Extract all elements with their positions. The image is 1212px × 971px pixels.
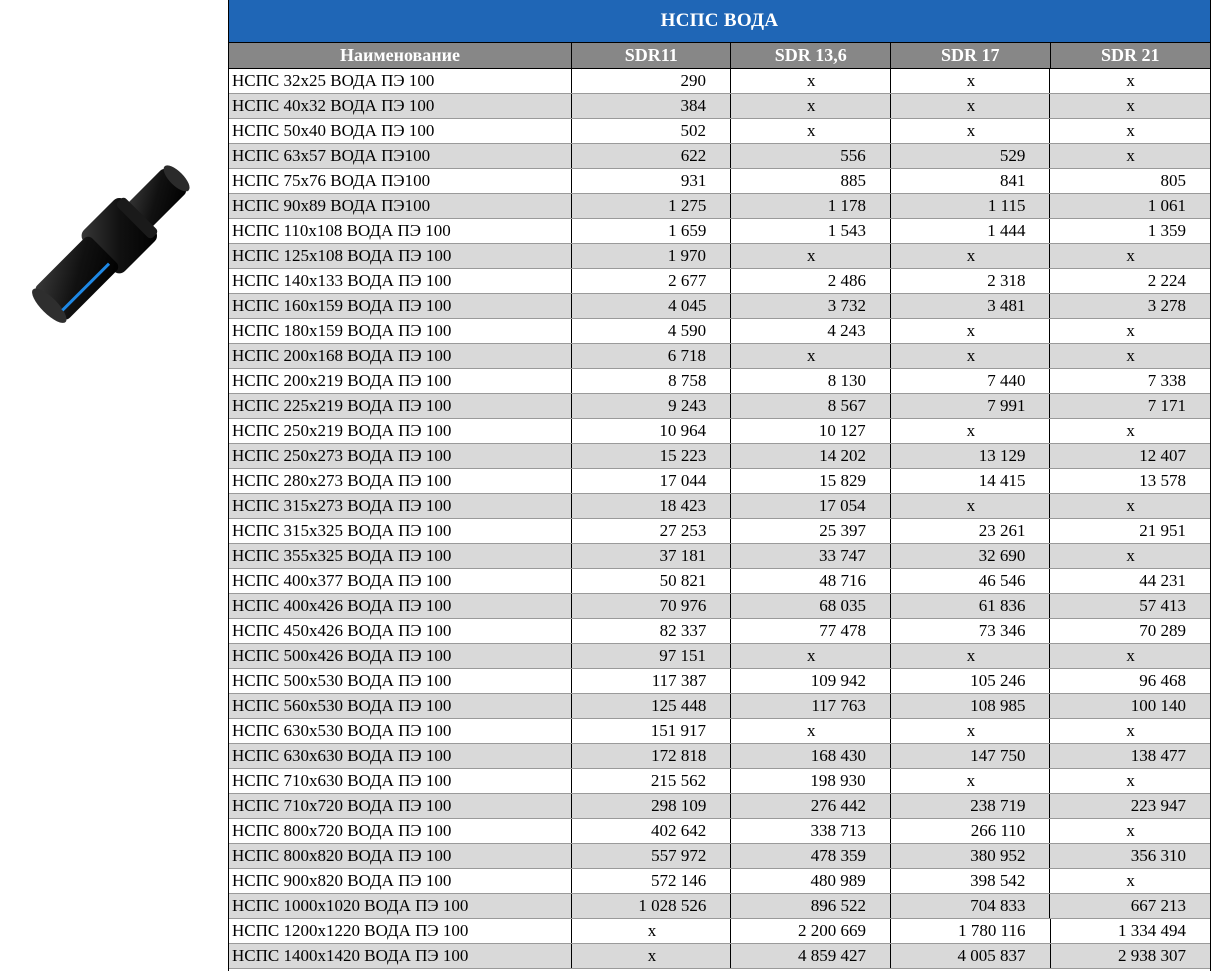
price-cell: 885 bbox=[731, 169, 891, 193]
price-cell: 1 659 bbox=[572, 219, 732, 243]
price-cell: 70 976 bbox=[572, 594, 732, 618]
product-name-cell: НСПС 900х820 ВОДА ПЭ 100 bbox=[229, 869, 572, 893]
product-name-cell: НСПС 400х426 ВОДА ПЭ 100 bbox=[229, 594, 572, 618]
price-cell: 238 719 bbox=[891, 794, 1051, 818]
product-name-cell: НСПС 800х820 ВОДА ПЭ 100 bbox=[229, 844, 572, 868]
price-cell: 356 310 bbox=[1130, 846, 1187, 865]
price-cell: 13 578 bbox=[1139, 471, 1187, 490]
price-cell: 3 732 bbox=[731, 294, 891, 318]
product-name-cell: НСПС 1000х1020 ВОДА ПЭ 100 bbox=[229, 894, 572, 918]
price-cell: 73 346 bbox=[891, 619, 1051, 643]
table-row bbox=[229, 419, 1210, 444]
product-name-cell: НСПС 800х720 ВОДА ПЭ 100 bbox=[229, 819, 572, 843]
price-cell: 1 028 526 bbox=[572, 894, 732, 918]
table-row bbox=[229, 169, 1210, 194]
product-name-cell: НСПС 63х57 ВОДА ПЭ100 bbox=[229, 144, 572, 168]
price-cell: 151 917 bbox=[572, 719, 731, 743]
table-row bbox=[229, 794, 1210, 819]
price-cell: 6 718 bbox=[572, 344, 731, 368]
price-cell: 77 478 bbox=[731, 619, 891, 643]
price-cell: 17 044 bbox=[572, 469, 732, 493]
price-cell: х bbox=[1126, 146, 1135, 165]
price-cell: 17 054 bbox=[731, 494, 890, 518]
price-cell: х bbox=[1126, 821, 1135, 840]
price-cell: 215 562 bbox=[572, 769, 731, 793]
price-cell: 198 930 bbox=[731, 769, 890, 793]
price-cell: 25 397 bbox=[731, 519, 891, 543]
table-row bbox=[229, 244, 1210, 269]
product-name-cell: НСПС 1400х1420 ВОДА ПЭ 100 bbox=[229, 944, 572, 968]
table-row bbox=[229, 644, 1210, 669]
price-cell: х bbox=[1126, 871, 1135, 890]
table-row bbox=[229, 544, 1210, 569]
column-header-name: Наименование bbox=[229, 43, 572, 68]
price-cell: 61 836 bbox=[891, 594, 1051, 618]
product-name-cell: НСПС 315х325 ВОДА ПЭ 100 bbox=[229, 519, 572, 543]
product-name-cell: НСПС 560х530 ВОДА ПЭ 100 bbox=[229, 694, 572, 718]
product-name-cell: НСПС 1200х1220 ВОДА ПЭ 100 bbox=[229, 919, 572, 943]
price-cell: 7 991 bbox=[891, 394, 1051, 418]
price-cell: 109 942 bbox=[731, 669, 891, 693]
table-row bbox=[229, 694, 1210, 719]
price-table bbox=[228, 0, 1211, 971]
price-cell: х bbox=[1126, 96, 1135, 115]
price-cell: 1 359 bbox=[1147, 221, 1187, 240]
price-cell: 33 747 bbox=[731, 544, 891, 568]
price-cell: 37 181 bbox=[572, 544, 732, 568]
price-cell: 100 140 bbox=[1130, 696, 1187, 715]
price-cell: 96 468 bbox=[1139, 671, 1187, 690]
table-row bbox=[229, 69, 1210, 94]
price-cell: х bbox=[731, 244, 891, 268]
product-name-cell: НСПС 225х219 ВОДА ПЭ 100 bbox=[229, 394, 572, 418]
price-cell: 1 115 bbox=[891, 194, 1051, 218]
price-cell: 2 938 307 bbox=[1118, 946, 1187, 965]
price-cell: 1 543 bbox=[731, 219, 891, 243]
price-cell: х bbox=[891, 244, 1051, 268]
price-cell: х bbox=[1126, 321, 1135, 340]
table-row bbox=[229, 469, 1210, 494]
product-name-cell: НСПС 500х426 ВОДА ПЭ 100 bbox=[229, 644, 572, 668]
price-cell: х bbox=[891, 94, 1051, 118]
price-cell: 896 522 bbox=[731, 894, 891, 918]
price-cell: 4 243 bbox=[731, 319, 890, 343]
price-cell: х bbox=[731, 94, 891, 118]
price-cell: х bbox=[891, 344, 1051, 368]
price-cell: 7 171 bbox=[1147, 396, 1187, 415]
price-cell: 223 947 bbox=[1130, 796, 1187, 815]
table-title: НСПС ВОДА bbox=[229, 0, 1210, 43]
table-row bbox=[229, 594, 1210, 619]
table-row bbox=[229, 294, 1210, 319]
price-cell: х bbox=[1126, 546, 1135, 565]
price-cell: 21 951 bbox=[1139, 521, 1187, 540]
price-cell: 1 178 bbox=[731, 194, 891, 218]
table-row bbox=[229, 194, 1210, 219]
price-cell: х bbox=[891, 644, 1051, 668]
table-row bbox=[229, 719, 1210, 744]
product-name-cell: НСПС 400х377 ВОДА ПЭ 100 bbox=[229, 569, 572, 593]
product-name-cell: НСПС 32х25 ВОДА ПЭ 100 bbox=[229, 69, 572, 93]
price-cell: 97 151 bbox=[572, 644, 731, 668]
price-cell: 172 818 bbox=[572, 744, 732, 768]
table-row bbox=[229, 444, 1210, 469]
price-cell: 4 590 bbox=[572, 319, 731, 343]
price-cell: 82 337 bbox=[572, 619, 732, 643]
product-name-cell: НСПС 180х159 ВОДА ПЭ 100 bbox=[229, 319, 572, 343]
price-cell: 931 bbox=[572, 169, 732, 193]
product-name-cell: НСПС 315х273 ВОДА ПЭ 100 bbox=[229, 494, 572, 518]
table-row bbox=[229, 769, 1210, 794]
table-row bbox=[229, 519, 1210, 544]
price-cell: х bbox=[891, 494, 1051, 518]
table-row bbox=[229, 119, 1210, 144]
price-cell: 402 642 bbox=[572, 819, 732, 843]
price-cell: х bbox=[572, 944, 732, 968]
price-cell: 1 970 bbox=[572, 244, 731, 268]
price-cell: 117 763 bbox=[731, 694, 891, 718]
price-cell: 557 972 bbox=[572, 844, 732, 868]
product-name-cell: НСПС 200х219 ВОДА ПЭ 100 bbox=[229, 369, 572, 393]
table-row bbox=[229, 819, 1210, 844]
price-cell: 7 440 bbox=[891, 369, 1051, 393]
product-name-cell: НСПС 630х530 ВОДА ПЭ 100 bbox=[229, 719, 572, 743]
price-cell: 2 224 bbox=[1147, 271, 1187, 290]
price-cell: 9 243 bbox=[572, 394, 732, 418]
price-cell: 14 202 bbox=[731, 444, 891, 468]
price-cell: 478 359 bbox=[731, 844, 891, 868]
price-cell: 502 bbox=[572, 119, 731, 143]
price-cell: х bbox=[891, 769, 1051, 793]
table-row bbox=[229, 144, 1210, 169]
table-row bbox=[229, 619, 1210, 644]
price-cell: 4 005 837 bbox=[891, 944, 1051, 968]
table-row bbox=[229, 844, 1210, 869]
price-cell: 23 261 bbox=[891, 519, 1051, 543]
table-header-row bbox=[229, 43, 1210, 69]
product-name-cell: НСПС 710х630 ВОДА ПЭ 100 bbox=[229, 769, 572, 793]
price-cell: 13 129 bbox=[891, 444, 1051, 468]
table-row bbox=[229, 869, 1210, 894]
price-cell: 380 952 bbox=[891, 844, 1051, 868]
table-row bbox=[229, 94, 1210, 119]
price-cell: 2 486 bbox=[731, 269, 891, 293]
price-cell: 7 338 bbox=[1147, 371, 1187, 390]
price-cell: 48 716 bbox=[731, 569, 891, 593]
price-cell: 298 109 bbox=[572, 794, 732, 818]
price-cell: 1 334 494 bbox=[1118, 921, 1187, 940]
product-name-cell: НСПС 630х630 ВОДА ПЭ 100 bbox=[229, 744, 572, 768]
table-row bbox=[229, 269, 1210, 294]
price-cell: 68 035 bbox=[731, 594, 891, 618]
price-cell: 50 821 bbox=[572, 569, 732, 593]
price-cell: 2 677 bbox=[572, 269, 732, 293]
price-cell: х bbox=[1126, 421, 1135, 440]
product-name-cell: НСПС 110х108 ВОДА ПЭ 100 bbox=[229, 219, 572, 243]
price-cell: 529 bbox=[891, 144, 1051, 168]
price-cell: х bbox=[731, 719, 891, 743]
price-cell: 1 780 116 bbox=[891, 919, 1051, 943]
price-cell: 338 713 bbox=[731, 819, 891, 843]
price-cell: 266 110 bbox=[891, 819, 1051, 843]
table-row bbox=[229, 394, 1210, 419]
table-row bbox=[229, 744, 1210, 769]
price-cell: 108 985 bbox=[891, 694, 1051, 718]
table-row bbox=[229, 369, 1210, 394]
price-cell: х bbox=[891, 419, 1051, 443]
price-cell: 572 146 bbox=[572, 869, 732, 893]
price-cell: х bbox=[891, 719, 1051, 743]
product-name-cell: НСПС 355х325 ВОДА ПЭ 100 bbox=[229, 544, 572, 568]
table-row bbox=[229, 494, 1210, 519]
product-name-cell: НСПС 710х720 ВОДА ПЭ 100 bbox=[229, 794, 572, 818]
product-image bbox=[20, 140, 220, 330]
price-cell: 44 231 bbox=[1139, 571, 1187, 590]
price-cell: 10 964 bbox=[572, 419, 731, 443]
price-cell: 384 bbox=[572, 94, 731, 118]
price-cell: 117 387 bbox=[572, 669, 732, 693]
price-cell: 8 567 bbox=[731, 394, 891, 418]
product-name-cell: НСПС 50х40 ВОДА ПЭ 100 bbox=[229, 119, 572, 143]
price-cell: х bbox=[731, 644, 891, 668]
table-row bbox=[229, 919, 1210, 944]
price-cell: 138 477 bbox=[1130, 746, 1187, 765]
price-cell: 8 130 bbox=[731, 369, 891, 393]
price-cell: х bbox=[1126, 121, 1135, 140]
price-cell: 10 127 bbox=[731, 419, 890, 443]
price-cell: х bbox=[731, 344, 891, 368]
price-cell: х bbox=[1126, 771, 1135, 790]
price-cell: 622 bbox=[572, 144, 732, 168]
price-cell: 667 213 bbox=[1130, 896, 1187, 915]
price-cell: 3 481 bbox=[891, 294, 1051, 318]
price-cell: 805 bbox=[1160, 171, 1187, 190]
table-row bbox=[229, 569, 1210, 594]
price-cell: х bbox=[891, 119, 1051, 143]
table-body bbox=[229, 69, 1210, 969]
price-cell: 18 423 bbox=[572, 494, 731, 518]
product-name-cell: НСПС 160х159 ВОДА ПЭ 100 bbox=[229, 294, 572, 318]
product-name-cell: НСПС 500х530 ВОДА ПЭ 100 bbox=[229, 669, 572, 693]
product-name-cell: НСПС 90х89 ВОДА ПЭ100 bbox=[229, 194, 572, 218]
price-cell: 1 061 bbox=[1147, 196, 1187, 215]
price-cell: 556 bbox=[731, 144, 891, 168]
price-cell: 27 253 bbox=[572, 519, 732, 543]
product-name-cell: НСПС 40х32 ВОДА ПЭ 100 bbox=[229, 94, 572, 118]
product-name-cell: НСПС 250х273 ВОДА ПЭ 100 bbox=[229, 444, 572, 468]
price-cell: х bbox=[1126, 346, 1135, 365]
table-row bbox=[229, 319, 1210, 344]
product-name-cell: НСПС 250х219 ВОДА ПЭ 100 bbox=[229, 419, 572, 443]
table-row bbox=[229, 894, 1210, 919]
price-cell: 841 bbox=[891, 169, 1051, 193]
price-cell: 2 200 669 bbox=[731, 919, 891, 943]
price-cell: 8 758 bbox=[572, 369, 732, 393]
price-cell: 480 989 bbox=[731, 869, 891, 893]
price-cell: х bbox=[731, 119, 891, 143]
product-name-cell: НСПС 280х273 ВОДА ПЭ 100 bbox=[229, 469, 572, 493]
price-cell: х bbox=[572, 919, 732, 943]
price-cell: 105 246 bbox=[891, 669, 1051, 693]
product-name-cell: НСПС 200х168 ВОДА ПЭ 100 bbox=[229, 344, 572, 368]
price-cell: 12 407 bbox=[1139, 446, 1187, 465]
pipe-fitting-image bbox=[20, 140, 220, 330]
price-cell: 1 275 bbox=[572, 194, 732, 218]
price-cell: 168 430 bbox=[731, 744, 891, 768]
column-header-sdr11: SDR11 bbox=[572, 43, 732, 68]
price-cell: х bbox=[1126, 496, 1135, 515]
table-row bbox=[229, 944, 1210, 969]
price-cell: х bbox=[1126, 646, 1135, 665]
price-cell: 398 542 bbox=[891, 869, 1051, 893]
price-cell: 32 690 bbox=[891, 544, 1051, 568]
column-header-sdr21: SDR 21 bbox=[1101, 45, 1160, 65]
column-header-sdr17: SDR 17 bbox=[891, 43, 1051, 68]
product-name-cell: НСПС 140х133 ВОДА ПЭ 100 bbox=[229, 269, 572, 293]
table-row bbox=[229, 219, 1210, 244]
price-cell: 15 223 bbox=[572, 444, 732, 468]
price-cell: 2 318 bbox=[891, 269, 1051, 293]
price-cell: 147 750 bbox=[891, 744, 1051, 768]
price-cell: х bbox=[891, 69, 1051, 93]
product-name-cell: НСПС 75х76 ВОДА ПЭ100 bbox=[229, 169, 572, 193]
price-cell: х bbox=[891, 319, 1051, 343]
price-cell: 15 829 bbox=[731, 469, 891, 493]
price-cell: 1 444 bbox=[891, 219, 1051, 243]
price-cell: х bbox=[1126, 721, 1135, 740]
price-cell: 46 546 bbox=[891, 569, 1051, 593]
product-name-cell: НСПС 125х108 ВОДА ПЭ 100 bbox=[229, 244, 572, 268]
price-cell: 4 859 427 bbox=[731, 944, 891, 968]
price-cell: 57 413 bbox=[1139, 596, 1187, 615]
price-cell: 125 448 bbox=[572, 694, 732, 718]
table-row bbox=[229, 344, 1210, 369]
price-cell: 290 bbox=[572, 69, 731, 93]
product-name-cell: НСПС 450х426 ВОДА ПЭ 100 bbox=[229, 619, 572, 643]
price-cell: 704 833 bbox=[891, 894, 1051, 918]
price-cell: 3 278 bbox=[1147, 296, 1187, 315]
table-row bbox=[229, 669, 1210, 694]
price-cell: х bbox=[1126, 71, 1135, 90]
price-cell: 14 415 bbox=[891, 469, 1051, 493]
price-cell: х bbox=[731, 69, 891, 93]
column-header-sdr13-6: SDR 13,6 bbox=[731, 43, 891, 68]
price-cell: 70 289 bbox=[1139, 621, 1187, 640]
price-cell: 4 045 bbox=[572, 294, 732, 318]
price-cell: 276 442 bbox=[731, 794, 891, 818]
price-cell: х bbox=[1126, 246, 1135, 265]
